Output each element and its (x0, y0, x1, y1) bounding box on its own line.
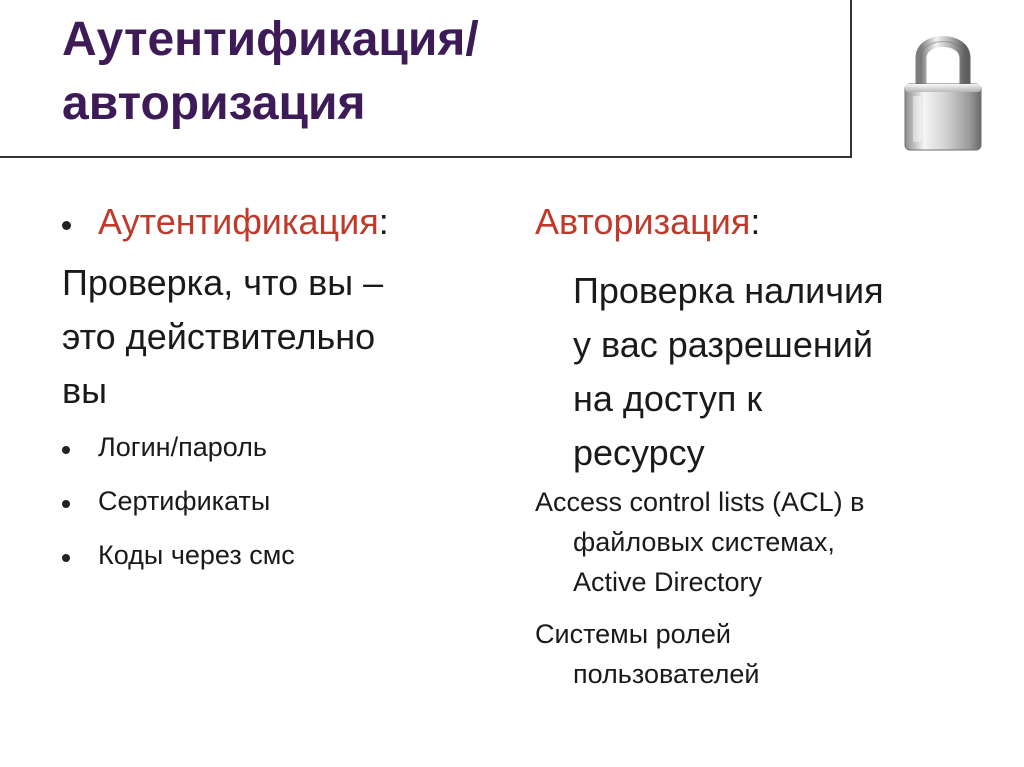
authorization-definition: Проверка наличия у вас разрешений на доступ к ресурсу (573, 270, 884, 473)
padlock-icon (893, 24, 993, 154)
authorization-heading (535, 200, 1005, 244)
authentication-heading (62, 200, 482, 244)
method-label: Коды через смс (98, 540, 295, 570)
authorization-term: Авторизация (535, 201, 751, 242)
bullet-icon (62, 500, 70, 508)
method-item (62, 430, 482, 464)
authorization-example: Access control lists (ACL) в файловых системах, Active Directory (535, 487, 865, 597)
method-label: Логин/пароль (98, 432, 267, 462)
method-item (62, 538, 482, 572)
bullet-icon (62, 554, 70, 562)
authentication-definition: Проверка, что вы – это действительно вы (62, 262, 384, 411)
page-title: Аутентификация/ авторизация (62, 13, 479, 130)
method-label: Сертификаты (98, 486, 271, 516)
authorization-column (535, 200, 1005, 694)
authorization-example: Системы ролей пользователей (535, 619, 760, 689)
heading-colon: : (750, 201, 761, 242)
authentication-methods (62, 430, 482, 572)
heading-colon: : (378, 201, 389, 242)
method-item (62, 484, 482, 518)
bullet-icon (62, 221, 71, 230)
authentication-term: Аутентификация (98, 201, 379, 242)
bullet-icon (62, 446, 70, 454)
authentication-column (62, 200, 482, 572)
title-frame (0, 0, 852, 158)
